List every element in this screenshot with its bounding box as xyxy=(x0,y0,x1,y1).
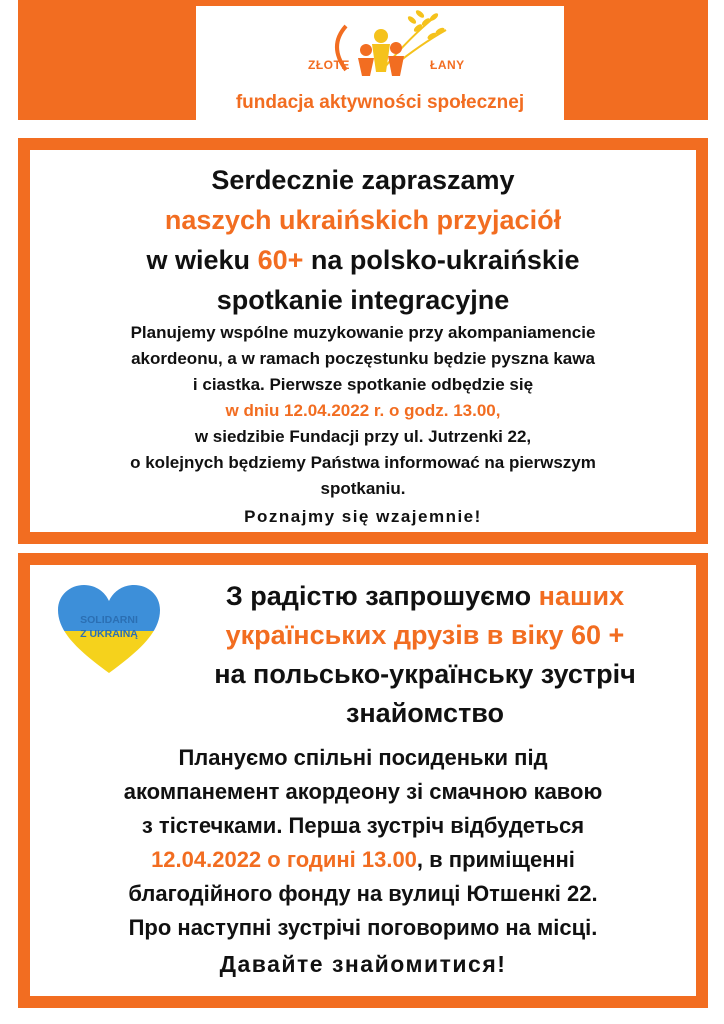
logo-graphic xyxy=(196,6,564,90)
ukrainian-body-line4 xyxy=(30,843,696,877)
polish-body-line5: w siedzibie Fundacji przy ul. Jutrzenki 22, xyxy=(194,427,532,446)
ukrainian-heading-line2: українських друзів в віку 60 + xyxy=(225,620,625,650)
polish-body-line7: spotkaniu. xyxy=(320,479,406,498)
logo-word-right: ŁANY xyxy=(430,58,465,72)
ukrainian-panel xyxy=(18,553,708,1008)
polish-panel-inner xyxy=(30,150,696,532)
ukrainian-body-line1: Плануємо спільні посиденьки під xyxy=(178,745,548,770)
polish-heading-line2: naszych ukraińskich przyjaciół xyxy=(164,205,562,235)
solidarity-badge xyxy=(56,613,162,641)
polish-age-highlight: 60+ xyxy=(257,245,304,275)
polish-body-line3: i ciastka. Pierwsze spotkanie odbędzie się xyxy=(192,375,534,394)
polish-heading-line3-c: na polsko-ukraińskie xyxy=(303,245,580,275)
polish-date-line: w dniu 12.04.2022 r. o godz. 13.00, xyxy=(225,401,501,420)
polish-heading-line1: Serdecznie zapraszamy xyxy=(211,165,515,195)
polish-body-line1: Planujemy wspólne muzykowanie przy akompaniamencie xyxy=(130,323,596,342)
ukrainian-body-line3: з тістечками. Перша зустріч відбудеться xyxy=(141,813,585,838)
ukrainian-heading xyxy=(170,577,680,733)
badge-line2: Z UKRAINĄ xyxy=(80,628,138,640)
polish-heading-line4: spotkanie integracyjne xyxy=(216,285,510,315)
polish-body-line6: o kolejnych będziemy Państwa informować na pierwszym xyxy=(130,453,596,472)
polish-panel xyxy=(18,138,708,544)
ukrainian-panel-inner xyxy=(30,565,696,996)
polish-heading-line3 xyxy=(30,240,696,280)
ukrainian-heading-line1-a: З радістю запрошуємо xyxy=(225,581,539,611)
polish-closing: Poznajmy się wzajemnie! xyxy=(244,507,482,526)
ukrainian-body-line2: акомпанемент акордеону зі смачною кавою xyxy=(123,779,603,804)
header-band xyxy=(18,0,708,120)
ukrainian-body-line6: Про наступні зустрічі поговоримо на місці. xyxy=(128,915,598,940)
ukrainian-body-line4-b: , в приміщенні xyxy=(416,847,575,872)
ukrainian-body-line5: благодійного фонду на вулиці Ютшенкі 22. xyxy=(128,881,598,906)
ukrainian-heading-line3: на польсько-українську зустріч xyxy=(214,659,636,689)
polish-body-line2: akordeonu, a w ramach poczęstunku będzie pyszna kawa xyxy=(131,349,595,368)
ukrainian-date-highlight: 12.04.2022 о годині 13.00 xyxy=(151,847,417,872)
ukrainian-heading-line1-b: наших xyxy=(538,581,625,611)
ukrainian-heading-line1 xyxy=(170,577,680,616)
logo-word-left: ZŁOTE xyxy=(308,58,350,72)
ukrainian-body xyxy=(30,741,696,981)
ukrainian-closing: Давайте знайомитися! xyxy=(219,951,507,977)
badge-line1: SOLIDARNI xyxy=(80,614,138,626)
polish-heading xyxy=(30,160,696,320)
polish-heading-line3-a: w wieku xyxy=(146,245,258,275)
logo xyxy=(196,6,564,120)
ukrainian-heading-line4: знайомство xyxy=(345,698,505,728)
logo-subtitle: fundacja aktywności społecznej xyxy=(235,92,525,113)
polish-body xyxy=(30,320,696,530)
